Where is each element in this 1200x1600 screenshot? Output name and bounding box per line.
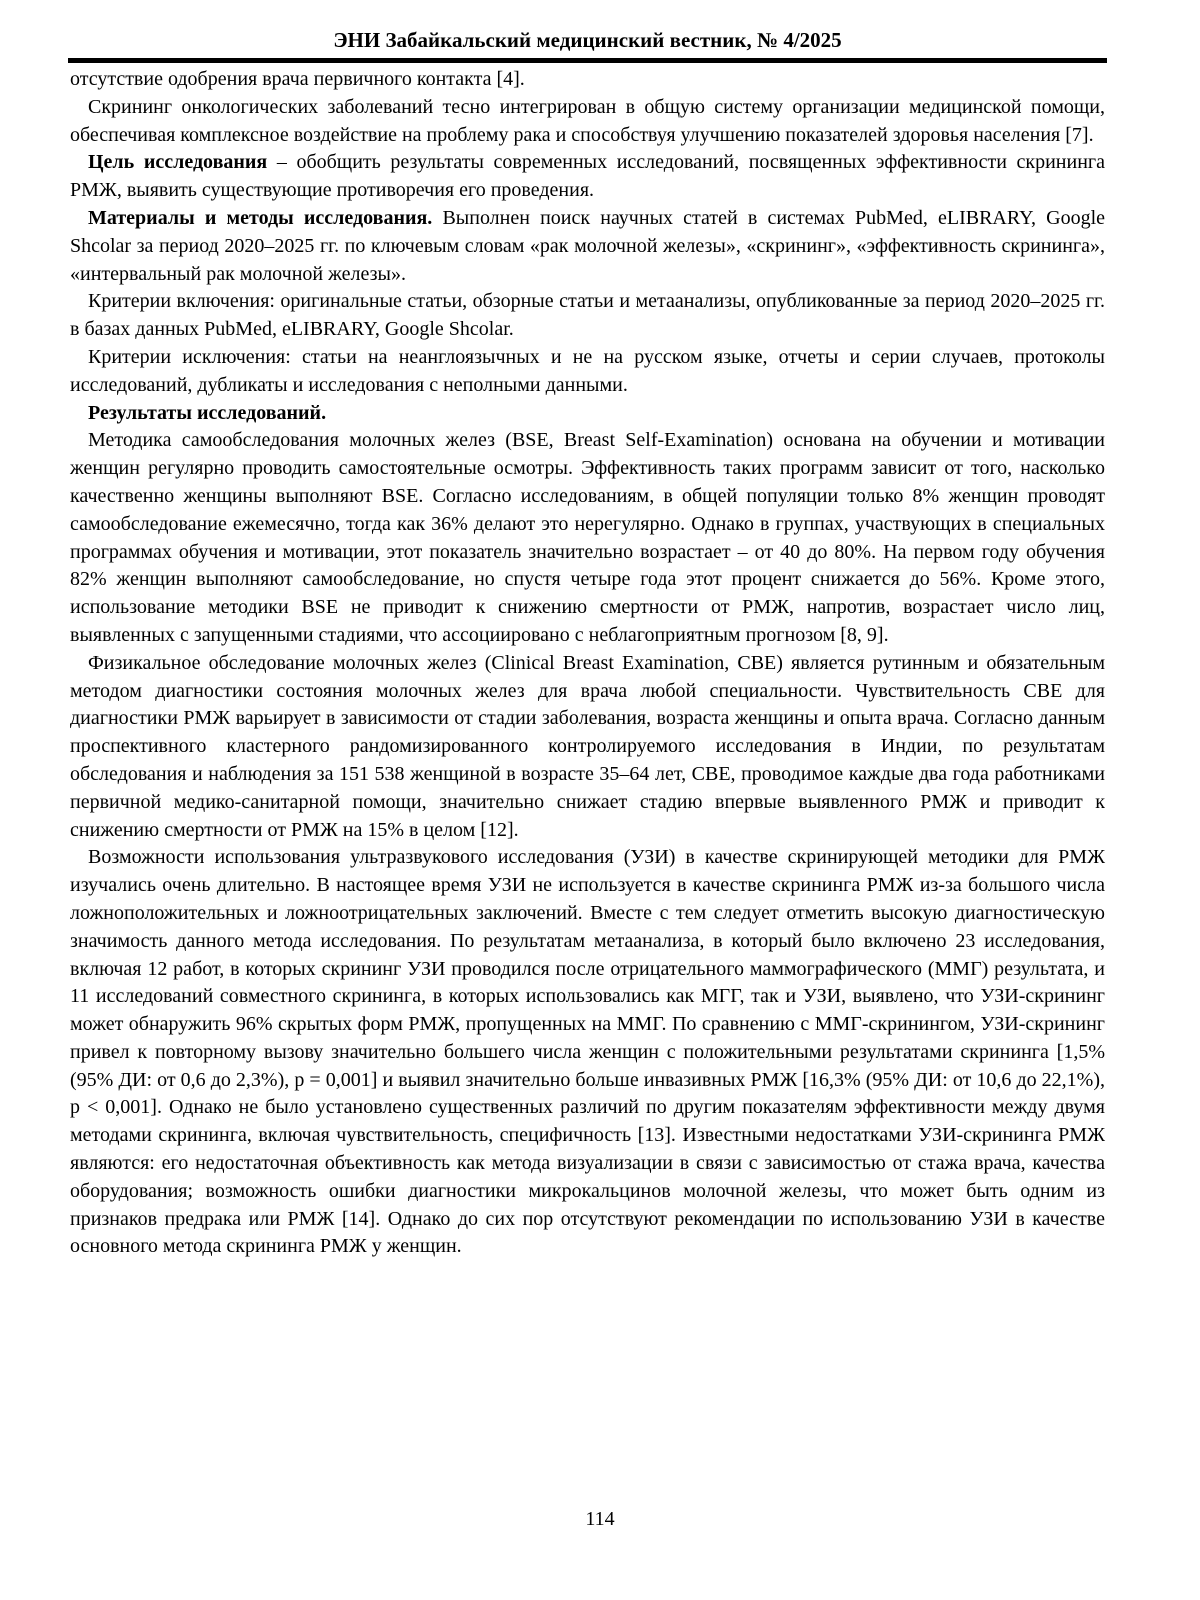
paragraph-methods bbox=[70, 205, 1105, 288]
paragraph-lead: Цель исследования bbox=[88, 151, 268, 174]
journal-header: ЭНИ Забайкальский медицинский вестник, № 4/2025 bbox=[333, 28, 842, 52]
paragraph bbox=[70, 427, 1105, 649]
paragraph bbox=[70, 66, 1105, 94]
paragraph-text: Скрининг онкологических заболеваний тесно интегрирован в общую систему организации медицинской помощи, обеспечивая комплексное воздействие на проблему рака и способствуя улучшению показателей здоровья населения [7]. bbox=[70, 95, 1105, 146]
paragraph bbox=[70, 288, 1105, 344]
paragraph bbox=[70, 650, 1105, 845]
paragraph-aim bbox=[70, 149, 1105, 205]
section-heading-results bbox=[70, 400, 1105, 428]
paragraph-text: Критерии исключения: статьи на неанглоязычных и не на русском языке, отчеты и серии случаев, протоколы исследований, дубликаты и исследования с неполными данными. bbox=[70, 345, 1105, 396]
page-number: 114 bbox=[585, 1508, 615, 1530]
paragraph-text: Физикальное обследование молочных желез (Clinical Breast Examination, CBE) является рутинным и обязательным методом диагностики состояния молочных желез для врача любой специальности. Чувствительность CBE для диагностики РМЖ варьирует в зависимости от стадии заболевания, возраста женщины и опыта врача. Согласно данным проспективного кластерного рандомизированного контролируемого исследования в Индии, по результатам обследования и наблюдения за 151 538 женщиной в возрасте 35–64 лет, CBE, проводимое каждые два года работниками первичной медико-санитарной помощи, значительно снижает стадию впервые выявленного РМЖ и приводит к снижению смертности от РМЖ на 15% в целом [12]. bbox=[70, 651, 1105, 841]
paragraph-text: Выполнен поиск научных статей в системах PubMed, eLIBRARY, Google Shcolar за период 2020–2025 гг. по ключевым словам «рак молочной железы», «скрининг», «эффективность скрининга», «интервальный рак молочной железы». bbox=[70, 206, 1105, 285]
article-body bbox=[70, 66, 1105, 1261]
paragraph bbox=[70, 344, 1105, 400]
header-rule bbox=[68, 58, 1107, 63]
paragraph bbox=[70, 94, 1105, 150]
paragraph-text: Критерии включения: оригинальные статьи, обзорные статьи и метаанализы, опубликованные за период 2020–2025 гг. в базах данных PubMed, eLIBRARY, Google Shcolar. bbox=[70, 290, 1105, 341]
paragraph-lead: Материалы и методы исследования. bbox=[88, 206, 433, 229]
paragraph bbox=[70, 844, 1105, 1261]
paragraph-text: Возможности использования ультразвукового исследования (УЗИ) в качестве скринирующей методики для РМЖ изучались очень длительно. В настоящее время УЗИ не используется в качестве скрининга РМЖ из-за большого числа ложноположительных и ложноотрицательных заключений. Вместе с тем следует отметить высокую диагностическую значимость данного метода исследования. По результатам метаанализа, в который было включено 23 исследования, включая 12 работ, в которых скрининг УЗИ проводился после отрицательного маммографического (ММГ) результата, и 11 исследований совместного скрининга, в которых использовались как МГГ, так и УЗИ, выявлено, что УЗИ-скрининг может обнаружить 96% скрытых форм РМЖ, пропущенных на ММГ. По сравнению с ММГ-скринингом, УЗИ-скрининг привел к повторному вызову значительно большего числа женщин с положительными результатами скрининга [1,5% (95% ДИ: от 0,6 до 2,3%), р = 0,001] и выявил значительно больше инвазивных РМЖ [16,3% (95% ДИ: от 10,6 до 22,1%), p < 0,001]. Однако не было установлено существенных различий по другим показателям эффективности между двумя методами скрининга, включая чувствительность, специфичность [13]. Известными недостатками УЗИ-скрининга РМЖ являются: его недостаточная объективность как метода визуализации в связи с зависимостью от стажа врача, качества оборудования; возможность ошибки диагностики микрокальцинов молочной железы, что может быть одним из признаков предрака или РМЖ [14]. Однако до сих пор отсутствуют рекомендации по использованию УЗИ в качестве основного метода скрининга РМЖ у женщин. bbox=[70, 846, 1105, 1258]
paragraph-text: – обобщить результаты современных исследований, посвященных эффективности скрининга РМЖ, выявить существующие противоречия его проведения. bbox=[70, 151, 1105, 202]
paragraph-text: отсутствие одобрения врача первичного контакта [4]. bbox=[70, 68, 525, 90]
paragraph-lead: Результаты исследований. bbox=[88, 401, 327, 424]
paragraph-text: Методика самообследования молочных желез (BSE, Breast Self-Examination) основана на обучении и мотивации женщин регулярно проводить самостоятельные осмотры. Эффективность таких программ зависит от того, насколько качественно женщины выполняют BSE. Согласно исследованиям, в общей популяции только 8% женщин проводят самообследование ежемесячно, тогда как 36% делают это нерегулярно. Однако в группах, участвующих в специальных программах обучения и мотивации, этот показатель значительно возрастает – от 40 до 80%. На первом году обучения 82% женщин выполняют самообследование, но спустя четыре года этот процент снижается до 56%. Кроме этого, использование методики BSE не приводит к снижению смертности от РМЖ, напротив, возрастает число лиц, выявленных с запущенными стадиями, что ассоциировано с неблагоприятным прогнозом [8, 9]. bbox=[70, 429, 1105, 646]
